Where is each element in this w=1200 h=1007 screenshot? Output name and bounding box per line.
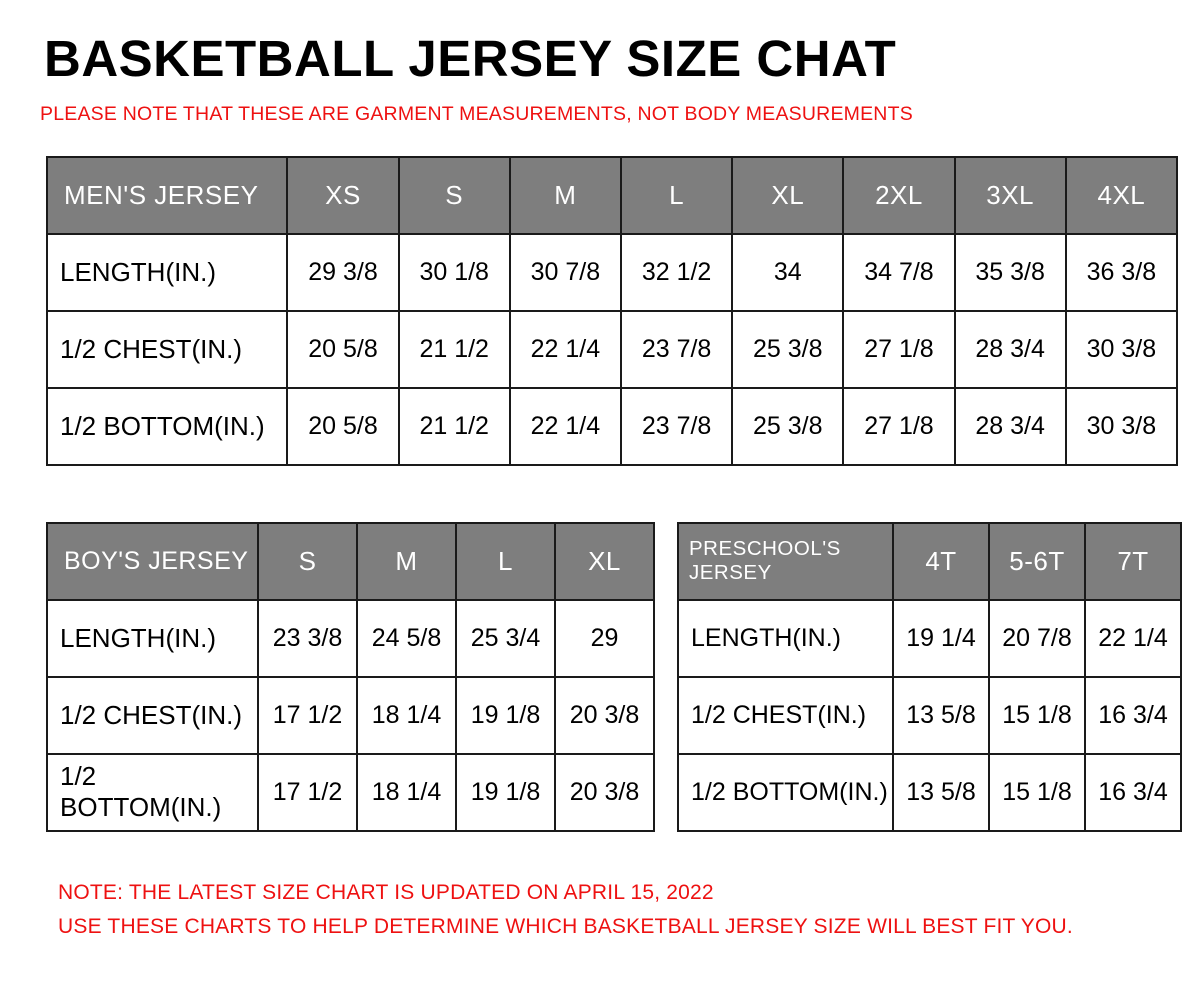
measurement-cell: 22 1/4 xyxy=(510,311,621,388)
measurement-cell: 23 7/8 xyxy=(621,311,732,388)
measurement-cell: 21 1/2 xyxy=(399,311,510,388)
size-header-cell: 4T xyxy=(893,523,989,600)
measurement-cell: 15 1/8 xyxy=(989,754,1085,831)
size-header-cell: XL xyxy=(732,157,843,234)
measurement-cell: 30 3/8 xyxy=(1066,311,1177,388)
measurement-cell: 19 1/8 xyxy=(456,754,555,831)
row-label: 1/2 BOTTOM(IN.) xyxy=(47,754,258,831)
table-header-row xyxy=(47,523,654,600)
preschool-jersey-size-table xyxy=(677,522,1182,832)
size-header-cell: L xyxy=(456,523,555,600)
measurement-cell: 22 1/4 xyxy=(510,388,621,465)
size-header-cell: 3XL xyxy=(955,157,1066,234)
size-header-cell: M xyxy=(357,523,456,600)
row-label: 1/2 BOTTOM(IN.) xyxy=(678,754,893,831)
measurement-cell: 28 3/4 xyxy=(955,388,1066,465)
row-label: LENGTH(IN.) xyxy=(678,600,893,677)
measurement-cell: 17 1/2 xyxy=(258,754,357,831)
lower-tables-container xyxy=(46,522,1176,832)
size-header-cell: 5-6T xyxy=(989,523,1085,600)
row-label: 1/2 CHEST(IN.) xyxy=(678,677,893,754)
measurement-cell: 27 1/8 xyxy=(843,388,954,465)
measurement-cell: 30 1/8 xyxy=(399,234,510,311)
measurement-cell: 18 1/4 xyxy=(357,754,456,831)
measurement-cell: 13 5/8 xyxy=(893,754,989,831)
table-header-row xyxy=(678,523,1181,600)
table-row xyxy=(47,600,654,677)
measurement-cell: 18 1/4 xyxy=(357,677,456,754)
row-label: 1/2 BOTTOM(IN.) xyxy=(47,388,287,465)
footer-notes xyxy=(58,876,1176,945)
table-row xyxy=(678,754,1181,831)
measurement-cell: 23 7/8 xyxy=(621,388,732,465)
measurement-cell: 30 7/8 xyxy=(510,234,621,311)
preschool-table-label: PRESCHOOL'S JERSEY xyxy=(678,523,893,600)
measurement-cell: 20 3/8 xyxy=(555,754,654,831)
measurement-cell: 19 1/4 xyxy=(893,600,989,677)
table-row xyxy=(47,677,654,754)
measurement-cell: 16 3/4 xyxy=(1085,754,1181,831)
measurement-cell: 25 3/4 xyxy=(456,600,555,677)
measurement-cell: 34 7/8 xyxy=(843,234,954,311)
measurement-cell: 22 1/4 xyxy=(1085,600,1181,677)
measurement-disclaimer: PLEASE NOTE THAT THESE ARE GARMENT MEASUREMENTS, NOT BODY MEASUREMENTS xyxy=(40,102,913,125)
measurement-cell: 20 5/8 xyxy=(287,311,398,388)
table-row xyxy=(47,388,1177,465)
measurement-cell: 36 3/8 xyxy=(1066,234,1177,311)
mens-table-label: MEN'S JERSEY xyxy=(47,157,287,234)
size-header-cell: S xyxy=(258,523,357,600)
measurement-cell: 28 3/4 xyxy=(955,311,1066,388)
measurement-cell: 25 3/8 xyxy=(732,311,843,388)
size-header-cell: L xyxy=(621,157,732,234)
size-header-cell: 7T xyxy=(1085,523,1181,600)
size-header-cell: 2XL xyxy=(843,157,954,234)
measurement-cell: 16 3/4 xyxy=(1085,677,1181,754)
measurement-cell: 24 5/8 xyxy=(357,600,456,677)
measurement-cell: 25 3/8 xyxy=(732,388,843,465)
footer-note-line-1: NOTE: THE LATEST SIZE CHART IS UPDATED ON APRIL 15, 2022 xyxy=(58,880,714,904)
row-label: 1/2 CHEST(IN.) xyxy=(47,677,258,754)
size-header-cell: 4XL xyxy=(1066,157,1177,234)
measurement-cell: 20 5/8 xyxy=(287,388,398,465)
boys-table-label: BOY'S JERSEY xyxy=(47,523,258,600)
measurement-cell: 17 1/2 xyxy=(258,677,357,754)
measurement-cell: 32 1/2 xyxy=(621,234,732,311)
row-label: 1/2 CHEST(IN.) xyxy=(47,311,287,388)
mens-jersey-size-table xyxy=(46,156,1178,466)
table-header-row xyxy=(47,157,1177,234)
measurement-cell: 20 3/8 xyxy=(555,677,654,754)
table-row xyxy=(678,677,1181,754)
boys-jersey-size-table xyxy=(46,522,655,832)
measurement-cell: 30 3/8 xyxy=(1066,388,1177,465)
size-header-cell: XS xyxy=(287,157,398,234)
table-row xyxy=(47,754,654,831)
measurement-cell: 34 xyxy=(732,234,843,311)
measurement-cell: 27 1/8 xyxy=(843,311,954,388)
row-label: LENGTH(IN.) xyxy=(47,234,287,311)
page-title: BASKETBALL JERSEY SIZE CHAT xyxy=(44,30,897,87)
table-row xyxy=(678,600,1181,677)
measurement-cell: 13 5/8 xyxy=(893,677,989,754)
row-label: LENGTH(IN.) xyxy=(47,600,258,677)
size-header-cell: XL xyxy=(555,523,654,600)
table-row xyxy=(47,234,1177,311)
measurement-cell: 23 3/8 xyxy=(258,600,357,677)
measurement-cell: 29 3/8 xyxy=(287,234,398,311)
footer-note-line-2: USE THESE CHARTS TO HELP DETERMINE WHICH BASKETBALL JERSEY SIZE WILL BEST FIT YOU. xyxy=(58,915,1073,939)
measurement-cell: 15 1/8 xyxy=(989,677,1085,754)
measurement-cell: 19 1/8 xyxy=(456,677,555,754)
size-header-cell: S xyxy=(399,157,510,234)
measurement-cell: 29 xyxy=(555,600,654,677)
measurement-cell: 35 3/8 xyxy=(955,234,1066,311)
measurement-cell: 21 1/2 xyxy=(399,388,510,465)
table-row xyxy=(47,311,1177,388)
size-header-cell: M xyxy=(510,157,621,234)
measurement-cell: 20 7/8 xyxy=(989,600,1085,677)
